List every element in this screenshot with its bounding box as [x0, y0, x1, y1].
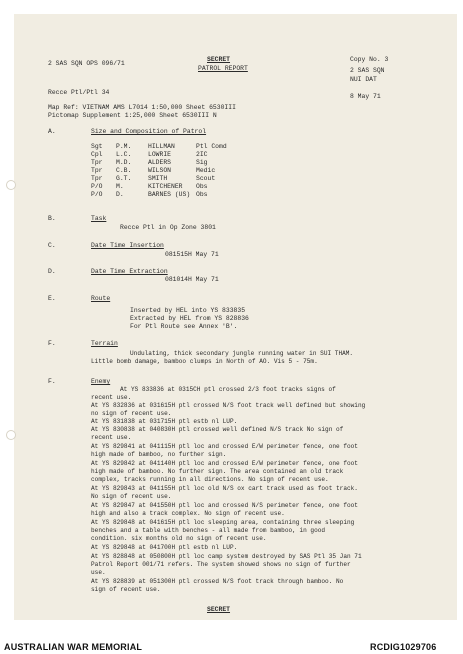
member-rank: Tpr	[91, 175, 103, 182]
member-rank: Tpr	[91, 159, 103, 166]
section-e-heading: Route	[91, 295, 111, 302]
classification-top: SECRET	[207, 56, 231, 63]
section-d-letter: D.	[48, 268, 56, 275]
member-name: ALDERS	[148, 159, 172, 166]
report-date: 8 May 71	[350, 93, 381, 100]
enemy-line: recent use.	[91, 394, 132, 401]
section-a-letter: A.	[48, 128, 56, 135]
member-role: Scout	[196, 175, 216, 182]
member-initials: C.B.	[116, 167, 132, 174]
member-initials: L.C.	[116, 151, 132, 158]
section-f-heading: Terrain	[91, 340, 118, 347]
section-b-heading: Task	[91, 215, 107, 222]
enemy-line: At YS 829843 at 041155H ptl loc old N/S ox cart track used as foot track.	[91, 485, 358, 492]
section-b-body: Recce Ptl in Op Zone 3801	[120, 224, 216, 231]
member-name: HILLMAN	[148, 143, 175, 150]
member-name: LOWRIE	[148, 151, 172, 158]
enemy-line: no sign of recent use.	[91, 410, 172, 417]
member-rank: Sgt	[91, 143, 103, 150]
member-role: Obs	[196, 191, 208, 198]
file-reference: 2 SAS SQN OPS 096/71	[48, 60, 125, 67]
section-c-letter: C.	[48, 242, 56, 249]
terrain-line: Undulating, thick secondary jungle running water in SUI THAM.	[130, 350, 354, 357]
map-reference: Map Ref: VIETNAM AMS L7014 1:50,000 Sheet 6530III	[48, 104, 236, 111]
enemy-line: recent use.	[91, 434, 132, 441]
member-name: BARNES (US)	[148, 191, 191, 198]
section-d-body: 081014H May 71	[165, 276, 219, 283]
archive-record-id: RCDIG1029706	[370, 642, 437, 652]
route-line: For Ptl Route see Annex 'B'.	[130, 323, 238, 330]
pictomap-reference: Pictomap Supplement 1:25,000 Sheet 6530III N	[48, 112, 217, 119]
member-initials: D.	[116, 191, 124, 198]
enemy-line: At YS 829848 at 041615H ptl loc sleeping area, containing three sleeping	[91, 519, 355, 526]
enemy-line: sign of recent use.	[91, 586, 161, 593]
enemy-line: At YS 829841 at 041115H ptl loc and crossed E/W perimeter fence, one foot	[91, 443, 358, 450]
report-title: PATROL REPORT	[198, 65, 248, 72]
section-enemy-heading: Enemy	[91, 378, 111, 385]
member-initials: M.D.	[116, 159, 132, 166]
enemy-line: At YS 829842 at 041140H ptl loc and crossed E/W perimeter fence, one foot	[91, 460, 358, 467]
member-role: Sig	[196, 159, 208, 166]
enemy-line: At YS 832836 at 031615H ptl crossed N/S foot track well defined but showing	[91, 402, 366, 409]
member-name: SMITH	[148, 175, 168, 182]
issuing-location: NUI DAT	[350, 76, 377, 83]
member-rank: P/O	[91, 183, 103, 190]
member-role: 2IC	[196, 151, 208, 158]
section-d-heading: Date Time Extraction	[91, 268, 168, 275]
enemy-line: At YS 833836 at 0315CH ptl crossed 2/3 foot tracks signs of	[120, 386, 336, 393]
punch-hole	[6, 430, 16, 440]
member-initials: M.	[116, 183, 124, 190]
enemy-line: At YS 831838 at 031715H ptl estb nl LUP.	[91, 418, 238, 425]
member-name: KITCHENER	[148, 183, 183, 190]
member-name: WILSON	[148, 167, 172, 174]
enemy-line: Patrol Report 001/71 refers. The system showed shows no sign of further	[91, 561, 351, 568]
member-rank: Cpl	[91, 151, 103, 158]
enemy-line: At YS 828848 at 050800H ptl loc camp system destroyed by SAS Ptl 35 Jan 71	[91, 553, 362, 560]
enemy-line: high and also a track complex. No sign of recent use.	[91, 510, 285, 517]
section-b-letter: B.	[48, 215, 56, 222]
member-role: Medic	[196, 167, 216, 174]
enemy-line: high made of bamboo. No further sign. The area contained an old track	[91, 468, 344, 475]
member-rank: Tpr	[91, 167, 103, 174]
section-c-heading: Date Time Insertion	[91, 242, 164, 249]
copy-number: Copy No. 3	[350, 56, 389, 63]
member-rank: P/O	[91, 191, 103, 198]
enemy-line: At YS 829847 at 041550H ptl loc and crossed N/S perimeter fence, one foot	[91, 502, 358, 509]
enemy-line: high made of bamboo, no further sign.	[91, 451, 227, 458]
enemy-line: At YS 828839 at 051300H ptl crossed N/S foot track through bamboo. No	[91, 578, 344, 585]
member-initials: P.M.	[116, 143, 132, 150]
section-f-letter: F.	[48, 340, 56, 347]
archive-name: AUSTRALIAN WAR MEMORIAL	[4, 642, 143, 652]
classification-bottom: SECRET	[207, 606, 231, 613]
enemy-line: benches and a table with benches - all made from bamboo, in good	[91, 527, 326, 534]
punch-hole	[6, 180, 16, 190]
section-a-heading: Size and Composition of Patrol	[91, 128, 207, 135]
section-c-body: 081515H May 71	[165, 251, 219, 258]
enemy-line: At YS 829848 at 041700H ptl estb nl LUP.	[91, 544, 238, 551]
terrain-line: Little bomb damage, bamboo clumps in North of AO. Vis 5 - 75m.	[91, 358, 318, 365]
route-line: Inserted by HEL into YS 833835	[130, 307, 246, 314]
route-line: Extracted by HEL from YS 828836	[130, 315, 249, 322]
patrol-designation: Recce Ptl/Ptl 34	[48, 89, 110, 96]
member-role: Ptl Comd	[196, 143, 227, 150]
issuing-unit: 2 SAS SQN	[350, 67, 385, 74]
member-role: Obs	[196, 183, 208, 190]
section-e-letter: E.	[48, 295, 56, 302]
section-enemy-letter: F.	[48, 378, 56, 385]
enemy-line: use.	[91, 569, 106, 576]
member-initials: G.T.	[116, 175, 132, 182]
enemy-line: No sign of recent use.	[91, 493, 172, 500]
enemy-line: complex, tracks running in all directions. No sign of recent use.	[91, 476, 329, 483]
enemy-line: condition. six months old no sign of recent use.	[91, 535, 267, 542]
enemy-line: At YS 830838 at 040830H ptl crossed well defined N/S track No sign of	[91, 426, 344, 433]
